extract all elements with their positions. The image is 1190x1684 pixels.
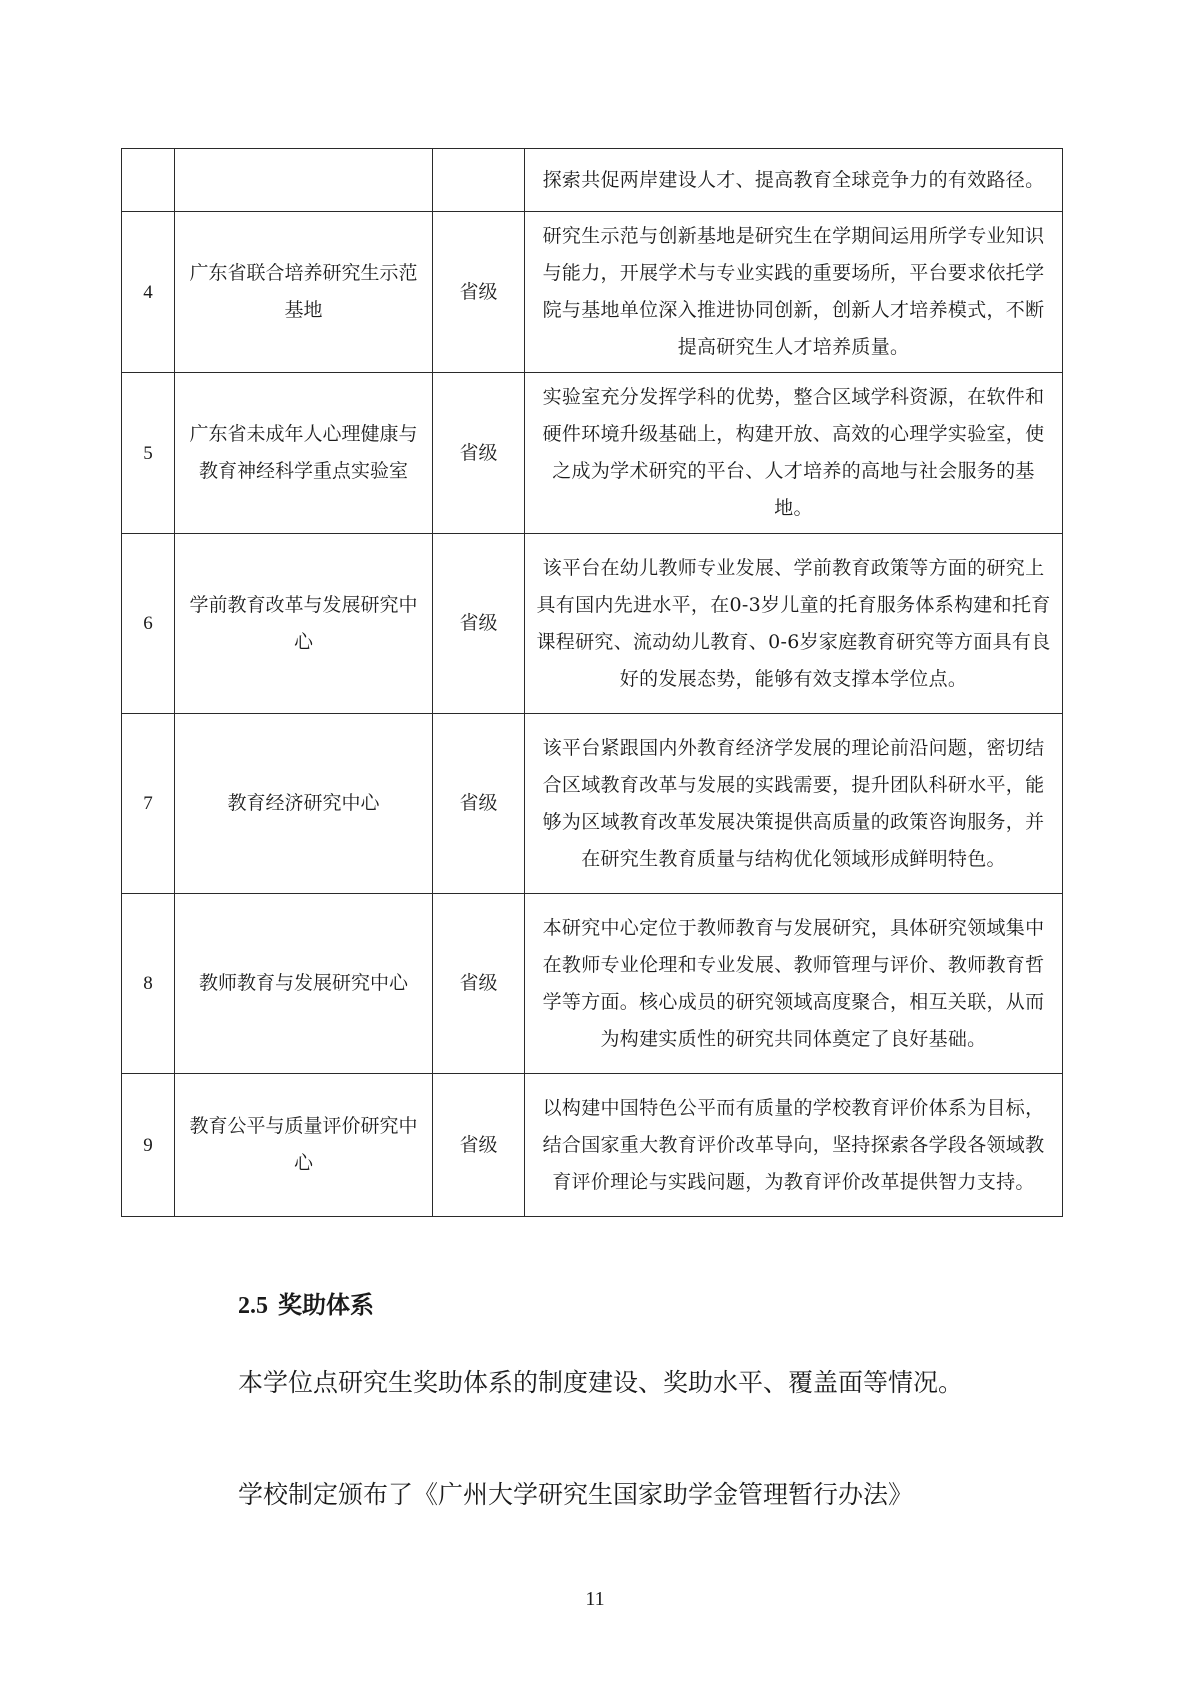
platform-description: 本研究中心定位于教师教育与发展研究，具体研究领域集中在教师专业伦理和专业发展、教师管理与评价、教师教育哲学等方面。核心成员的研究领域高度聚合，相互关联，从而为构建实质性的研究共同体奠定了良好基础。 (525, 894, 1063, 1074)
row-number: 6 (122, 534, 175, 714)
section-heading (238, 1285, 374, 1320)
row-number: 5 (122, 373, 175, 534)
platform-description: 该平台紧跟国内外教育经济学发展的理论前沿问题，密切结合区域教育改革与发展的实践需要，提升团队科研水平，能够为区域教育改革发展决策提供高质量的政策咨询服务，并在研究生教育质量与结构优化领域形成鲜明特色。 (525, 714, 1063, 894)
platform-level: 省级 (433, 894, 525, 1074)
platform-table (121, 148, 1063, 1217)
row-number: 9 (122, 1074, 175, 1217)
platform-name: 广东省联合培养研究生示范基地 (175, 212, 433, 373)
row-number: 8 (122, 894, 175, 1074)
row-number: 4 (122, 212, 175, 373)
row-number: 7 (122, 714, 175, 894)
table-row (122, 714, 1063, 894)
platform-description: 探索共促两岸建设人才、提高教育全球竞争力的有效路径。 (525, 149, 1063, 212)
table-row (122, 212, 1063, 373)
platform-description: 以构建中国特色公平而有质量的学校教育评价体系为目标，结合国家重大教育评价改革导向，坚持探索各学段各领域教育评价理论与实践问题，为教育评价改革提供智力支持。 (525, 1074, 1063, 1217)
platform-level: 省级 (433, 373, 525, 534)
platform-name: 教育经济研究中心 (175, 714, 433, 894)
platform-description: 研究生示范与创新基地是研究生在学期间运用所学专业知识与能力，开展学术与专业实践的重要场所，平台要求依托学院与基地单位深入推进协同创新，创新人才培养模式，不断提高研究生人才培养质量。 (525, 212, 1063, 373)
platform-name: 学前教育改革与发展研究中心 (175, 534, 433, 714)
row-number (122, 149, 175, 212)
body-paragraph: 本学位点研究生奖助体系的制度建设、奖助水平、覆盖面等情况。 (238, 1368, 964, 1397)
platform-level: 省级 (433, 534, 525, 714)
section-title: 奖助体系 (278, 1291, 374, 1319)
table-row (122, 149, 1063, 212)
platform-level: 省级 (433, 714, 525, 894)
body-paragraph: 学校制定颁布了《广州大学研究生国家助学金管理暂行办法》 (238, 1480, 914, 1509)
table-row (122, 1074, 1063, 1217)
platform-name: 教育公平与质量评价研究中心 (175, 1074, 433, 1217)
platform-name: 广东省未成年人心理健康与教育神经科学重点实验室 (175, 373, 433, 534)
platform-level (433, 149, 525, 212)
page-number: 11 (585, 1588, 605, 1610)
platform-description: 实验室充分发挥学科的优势，整合区域学科资源，在软件和硬件环境升级基础上，构建开放、高效的心理学实验室，使之成为学术研究的平台、人才培养的高地与社会服务的基地。 (525, 373, 1063, 534)
platform-name (175, 149, 433, 212)
platform-level: 省级 (433, 1074, 525, 1217)
platform-level: 省级 (433, 212, 525, 373)
platform-description: 该平台在幼儿教师专业发展、学前教育政策等方面的研究上具有国内先进水平，在0-3岁儿童的托育服务体系构建和托育课程研究、流动幼儿教育、0-6岁家庭教育研究等方面具有良好的发展态势，能够有效支撑本学位点。 (525, 534, 1063, 714)
platform-name: 教师教育与发展研究中心 (175, 894, 433, 1074)
table-row (122, 373, 1063, 534)
section-number: 2.5 (238, 1293, 268, 1319)
table-row (122, 534, 1063, 714)
table-row (122, 894, 1063, 1074)
